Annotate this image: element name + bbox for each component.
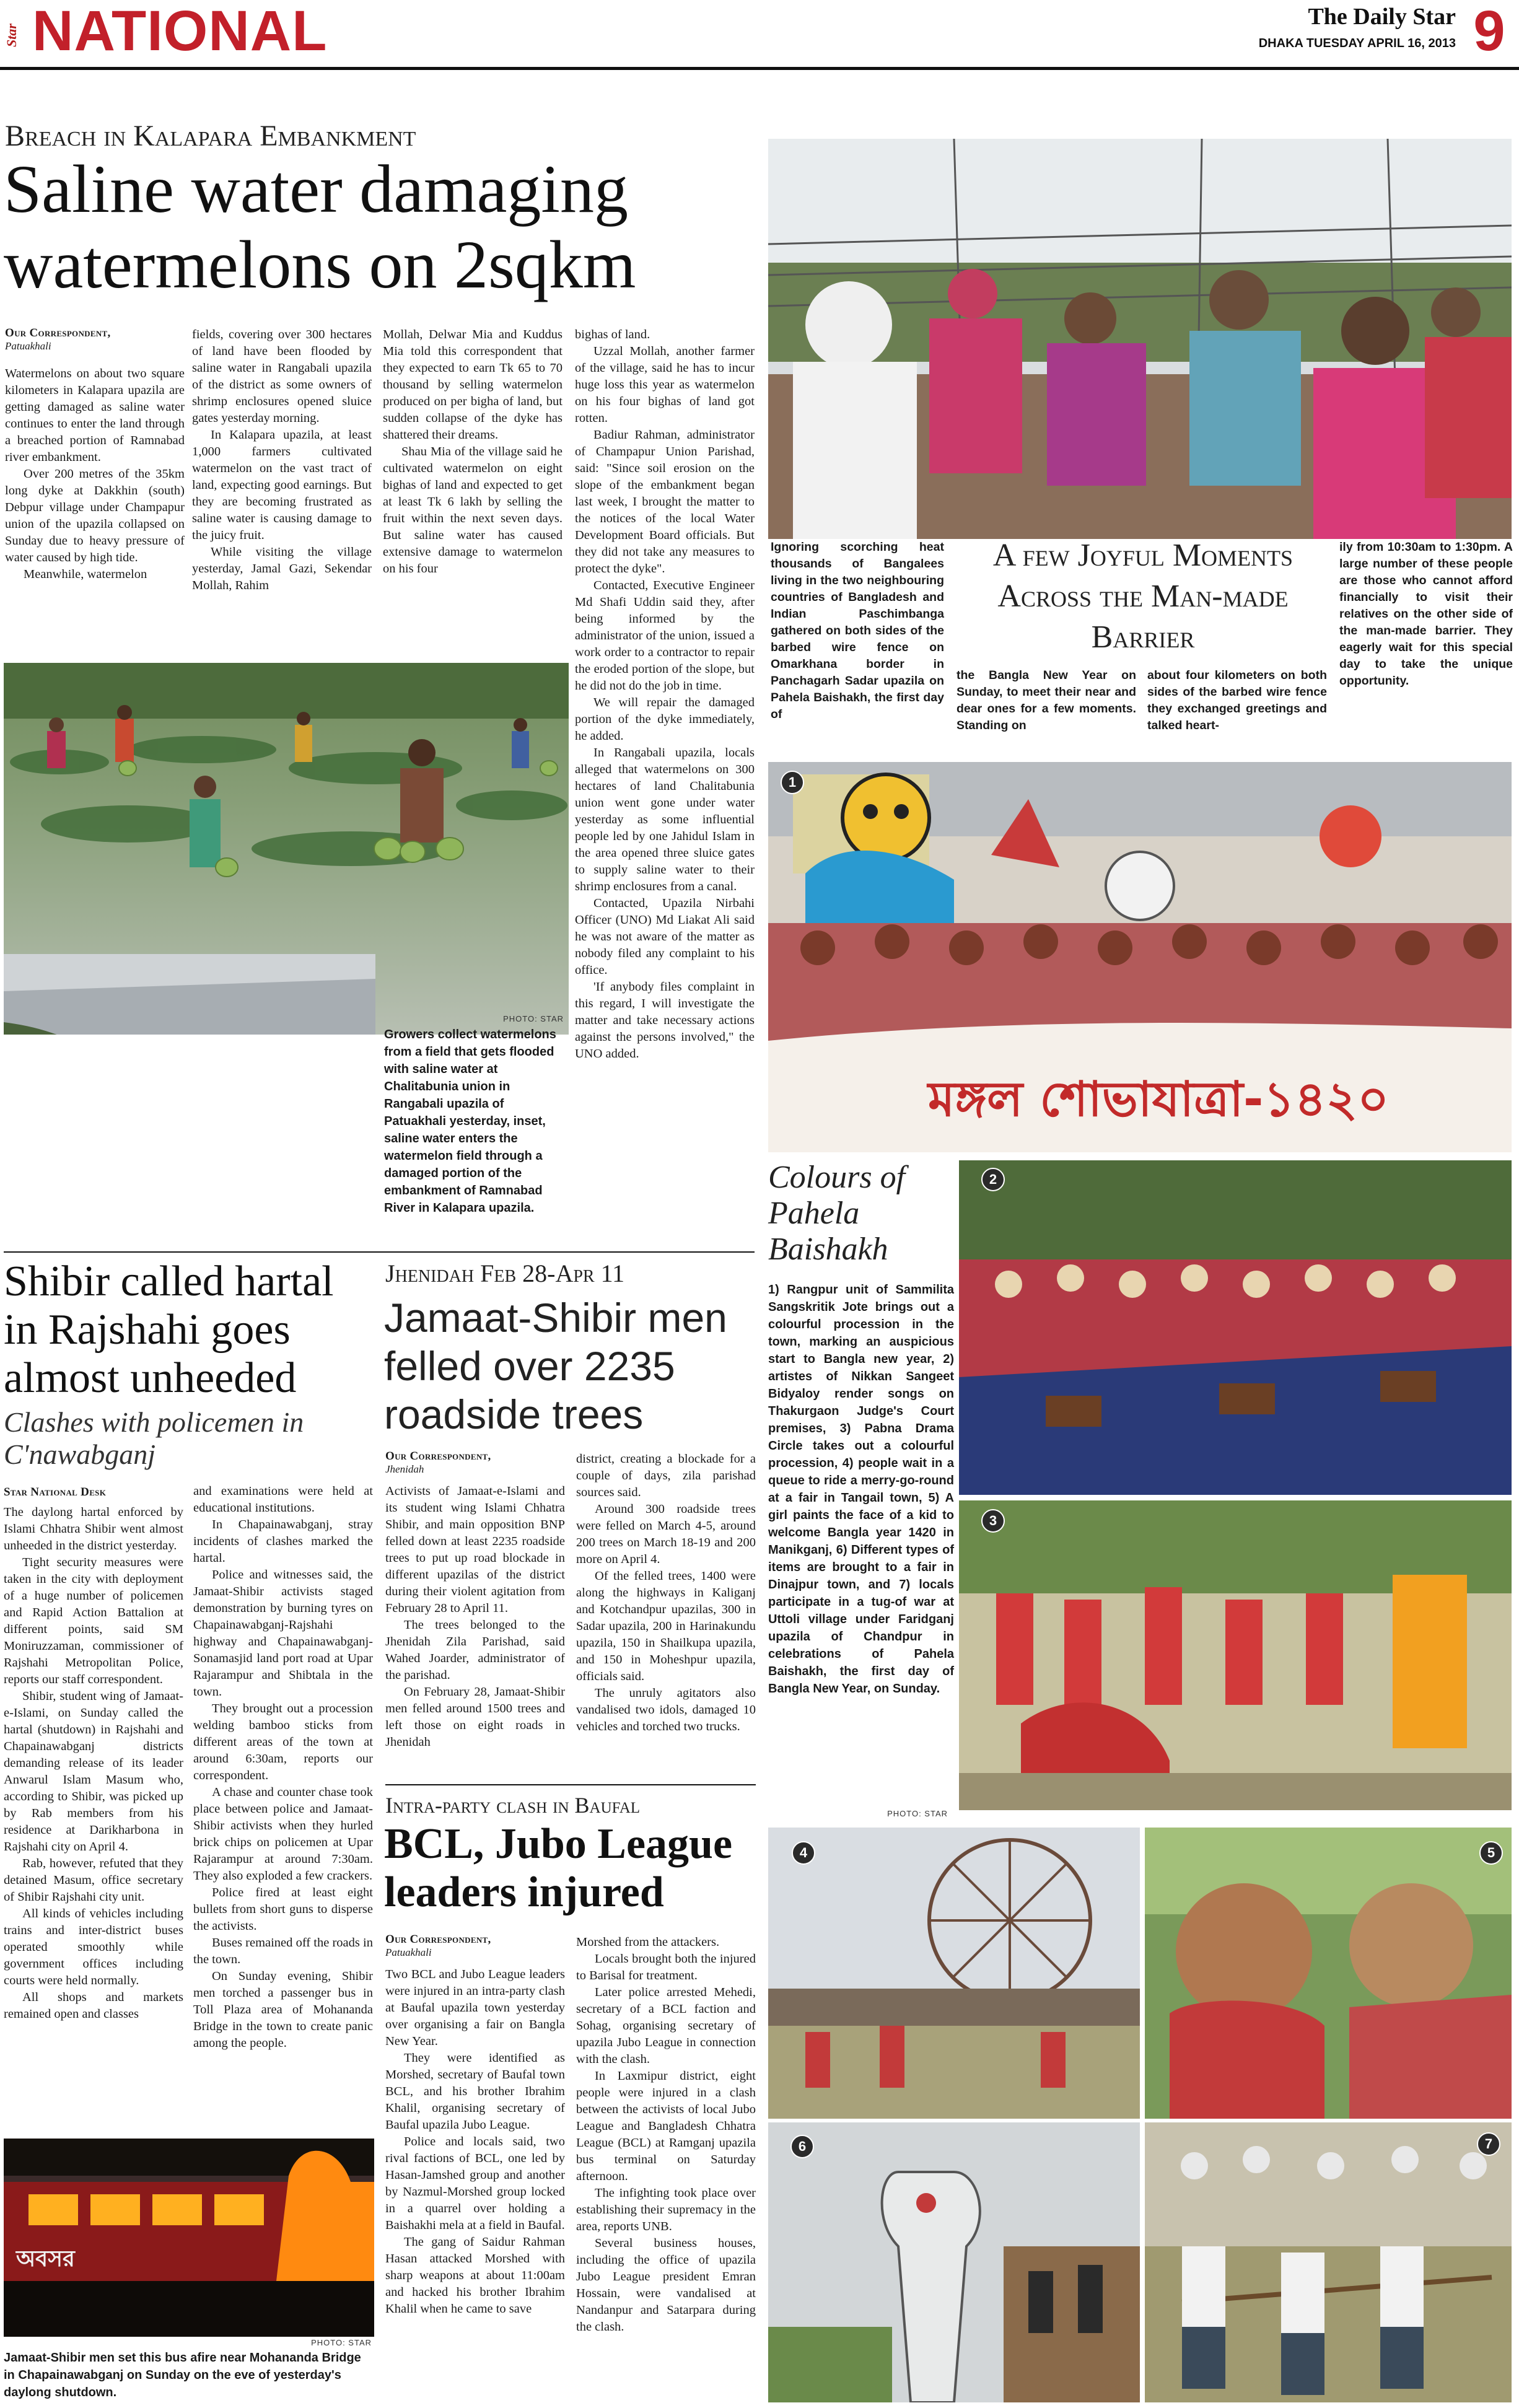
bus-photo-credit: PHOTO: STAR	[311, 2338, 372, 2347]
story1-col4-p4: Contacted, Executive Engineer Md Shafi Uddin said they, after being informed by the administrator of the union, issued a work order to a contractor to repair the eroded portion of the slope, but he did not do the job in time.	[575, 579, 755, 693]
colours-photo-4	[768, 1828, 1140, 2119]
bcl-col2-p3: Later police arrested Mehedi, secretary of a BCL faction and Sohag, organising secretary of upazila Jubo League in connection with the clash.	[576, 1986, 756, 2066]
photo-number-5: 5	[1479, 1841, 1503, 1865]
barrier-col3	[1147, 667, 1327, 742]
bcl-kicker: Intra-party clash in Baufal	[385, 1793, 641, 1818]
paper-name: The Daily Star	[1308, 4, 1456, 30]
story1-photo-credit: PHOTO: STAR	[503, 1014, 564, 1023]
section-title: NATIONAL	[32, 0, 328, 63]
colours-caption	[768, 1281, 954, 1795]
shibir-col1-p5: All kinds of vehicles including trains and inter-district buses operated smoothly while government offices including courts were held normally.	[4, 1907, 183, 1987]
story1-col4-p5: We will repair the damaged portion of the dyke immediately, he added.	[575, 696, 755, 743]
shibir-headline: Shibir called hartal in Rajshahi goes almost unheeded	[4, 1258, 334, 1402]
story1-col2-p1: fields, covering over 300 hectares of land have been flooded by saline water in Rangabali upazila of the district as some owners of shrimp enclosures opened sluice gates yesterday morning.	[192, 328, 372, 425]
procession-banner-text: মঙ্গল শোভাযাত্রা-১৪২০	[928, 1072, 1389, 1127]
jamaat-location: Jhenidah	[385, 1463, 424, 1475]
shibir-col1-p3: Shibir, student wing of Jamaat-e-Islami, on Sunday called the hartal (shutdown) in Rajshahi and Chapainawabganj districts demanding release of its leader Anwarul Islam Masum who, according to Shibir, was picked up by Rab members from his residence at Darikharbona in Rajshahi city on April 4.	[4, 1689, 183, 1854]
colours-headline: Colours of Pahela Baishakh	[768, 1160, 906, 1267]
jamaat-bottom-rule	[385, 1784, 756, 1785]
photo-number-1: 1	[781, 771, 804, 794]
colours-photo-2	[959, 1160, 1512, 1495]
border-fence-photo	[768, 139, 1512, 539]
colours-photo-1	[768, 762, 1512, 1152]
jamaat-col2-p3: Of the felled trees, 1400 were along the highways in Kaliganj and Kotchandpur upazilas, 300 in Sadar upazila, 200 in Harinakundu upazila, 150 in Shailkupa upazila, and 150 in Moheshpur upazila, officials said.	[576, 1569, 756, 1683]
story1-col4-p8: 'If anybody files complaint in this regard, I will investigate the matter and take necessary actions against the persons involved," the UNO added.	[575, 980, 755, 1061]
story1-bottom-rule	[4, 1251, 755, 1253]
barrier-col1	[771, 539, 944, 743]
bus-caption-text: Jamaat-Shibir men set this bus afire near Mohananda Bridge in Chapainawabganj on Sunday on the eve of yesterday's daylong shutdown.	[4, 2351, 361, 2399]
jamaat-col2-p2: Around 300 roadside trees were felled on March 4-5, around 200 trees on March 18-19 and 200 more on April 4.	[576, 1502, 756, 1566]
colours-photo-7	[1145, 2122, 1512, 2402]
shibir-col2	[193, 1483, 373, 2136]
shibir-col2-p7: Buses remained off the roads in the town.	[193, 1936, 373, 1966]
photo-number-6: 6	[790, 2135, 814, 2158]
story1-byline: Our Correspondent,	[5, 326, 111, 339]
fair-items-image	[768, 2122, 1140, 2402]
bcl-col2-p6: Several business houses, including the office of upazila Jubo League president Emran Hossain, were vandalised at Nandanpur and Satarpara during the clash.	[576, 2236, 756, 2334]
header-rule	[0, 67, 1519, 70]
story1-col2-p2: In Kalapara upazila, at least 1,000 farmers cultivated watermelon on the vast tract of land, expecting good earnings. But they are becoming frustrated as saline water is causing damage to the juicy fruit.	[192, 428, 372, 542]
bcl-headline: BCL, Jubo League leaders injured	[384, 1820, 733, 1916]
jamaat-col1-p3: On February 28, Jamaat-Shibir men felled around 1500 trees and left those on eight roads in Jhenidah	[385, 1685, 565, 1749]
story1-location: Patuakhali	[5, 340, 51, 352]
jamaat-headline: Jamaat-Shibir men felled over 2235 roadside trees	[384, 1295, 727, 1437]
colours-credit: PHOTO: STAR	[887, 1809, 948, 1818]
barrier-col2-text: the Bangla New Year on Sunday, to meet their near and dear ones for a few moments. Standing on	[956, 668, 1136, 732]
bcl-col1	[385, 1966, 565, 2404]
shibir-col2-p6: Police fired at least eight bullets from short guns to disperse the activists.	[193, 1886, 373, 1933]
story1-col1	[5, 366, 185, 657]
photo-number-3: 3	[981, 1509, 1005, 1533]
barrier-col3-text: about four kilometers on both sides of the barbed wire fence they exchanged greetings and talked heart-	[1147, 668, 1327, 732]
shibir-byline: Star National Desk	[4, 1486, 107, 1499]
photo-number-2: 2	[981, 1168, 1005, 1191]
bcl-col1-p1: Two BCL and Jubo League leaders were injured in an intra-party clash at Baufal upazila town yesterday over organising a fair on Bangla New Year.	[385, 1968, 565, 2048]
colours-photo-5	[1145, 1828, 1512, 2119]
barrier-col2	[956, 667, 1136, 742]
story1-col4-p6: In Rangabali upazila, locals alleged that watermelons on 300 hectares of land Chalitabunia union went gone under water yesterday as some influential people led by one Jahidul Islam in the area opened three sluice gates to supply saline water to their shrimp enclosures from a canal.	[575, 746, 755, 893]
shibir-col1-p2: Tight security measures were taken in the city with deployment of a huge number of policemen and Rapid Action Battalion at different points, said SM Moniruzzaman, commissioner of Rajshahi Metropolitan Police, reports our staff correspondent.	[4, 1556, 183, 1686]
story1-caption	[384, 1026, 564, 1243]
singers-image	[959, 1160, 1512, 1495]
jamaat-col1	[385, 1483, 565, 1787]
jamaat-col1-p1: Activists of Jamaat-e-Islami and its student wing Islami Chhatra Shibir, and main opposition BNP felled down at least 2235 roadside trees to put up road blockade in different upazilas of the district during their violent agitation from February 28 to April 11.	[385, 1484, 565, 1615]
story1-col2	[192, 326, 372, 655]
border-fence-image	[768, 139, 1512, 539]
shibir-col1-p6: All shops and markets remained open and classes	[4, 1990, 183, 2021]
bus-destination-text: অবসর	[16, 2246, 75, 2272]
bcl-col1-p3: Police and locals said, two rival factions of BCL, one led by Hasan-Jamshed group and another by Nazmul-Morshed group locked in a quarrel over holding a Baishakhi mela at a field in Baufal.	[385, 2135, 565, 2232]
shibir-col2-p2: In Chapainawabganj, stray incidents of clashes marked the hartal.	[193, 1518, 373, 1565]
bcl-col2-p4: In Laxmipur district, eight people were injured in a clash between the activists of local Jubo League and Bangladesh Chhatra League (BCL) at Ramganj upazila bus terminal on Saturday afternoon.	[576, 2069, 756, 2183]
jamaat-col1-p2: The trees belonged to the Jhenidah Zila Parishad, said Wahed Joarder, administrator of the parishad.	[385, 1618, 565, 1682]
bcl-byline-block	[385, 1933, 565, 1961]
bcl-col2-p1: Morshed from the attackers.	[576, 1935, 720, 1949]
jamaat-byline-block	[385, 1450, 565, 1478]
barrier-col4	[1339, 539, 1513, 743]
bcl-location: Patuakhali	[385, 1946, 432, 1958]
barrier-col4-text: ily from 10:30am to 1:30pm. A large number of these people are those who cannot afford financially to visit their relatives on the other side of the man-made barrier. They eagerly wait for this special day to take the unique opportunity.	[1339, 540, 1513, 688]
photo-number-7: 7	[1477, 2132, 1500, 2156]
bcl-col2	[576, 1934, 756, 2404]
story1-col4-p3: Badiur Rahman, administrator of Champapur Union Parishad, said: "Since soil erosion on the slope of the embankment began last week, I brought the matter to the notices of the local Water Development Board officials. But they did not take any measures to protect the dyke".	[575, 428, 755, 576]
bcl-col2-p5: The infighting took place over establishing their supremacy in the area, reports UNB.	[576, 2186, 756, 2233]
jamaat-kicker: Jhenidah Feb 28-Apr 11	[385, 1259, 625, 1287]
shibir-col2-p3: Police and witnesses said, the Jamaat-Shibir activists staged demonstration by burning tyres on Chapainawabganj-Rajshahi highway and Chapainawabganj-Sonamasjid land port road at Upar Rajarampur and Shibtala in the town.	[193, 1568, 373, 1699]
bcl-col2-p2: Locals brought both the injured to Barisal for treatment.	[576, 1952, 756, 1982]
bus-fire-photo	[4, 2139, 374, 2337]
jamaat-byline: Our Correspondent,	[385, 1450, 491, 1463]
shibir-col2-p8: On Sunday evening, Shibir men torched a passenger bus in Toll Plaza area of Mohananda Bridge in the town to create panic among the people.	[193, 1969, 373, 2050]
colours-photo-3	[959, 1500, 1512, 1810]
embankment-inset-photo	[4, 954, 375, 1035]
story1-col4	[575, 326, 755, 1243]
story1-col2-p3: While visiting the village yesterday, Jamal Gazi, Sekendar Mollah, Rahim	[192, 545, 372, 592]
story1-col1-p3: Meanwhile, watermelon	[24, 567, 147, 581]
shibir-col1	[4, 1504, 183, 2136]
bcl-col1-p2: They were identified as Morshed, secretary of Baufal town BCL, and his brother Ibrahim Khalil, organising secretary of Baufal upazila Jubo League.	[385, 2051, 565, 2132]
face-painting-image	[1145, 1828, 1512, 2119]
bus-fire-image	[4, 2139, 374, 2337]
story1-col4-p1: bighas of land.	[575, 328, 650, 341]
story1-kicker: Breach in Kalapara Embankment	[5, 120, 416, 152]
bus-caption	[4, 2349, 374, 2405]
section-star-logo: Star	[4, 24, 19, 47]
bcl-col1-p4: The gang of Saidur Rahman Hasan attacked Morshed with sharp weapons at about 11:00am and hacked his brother Ibrahim Khalil when he came to save	[385, 2235, 565, 2316]
story1-headline: Saline water damaging watermelons on 2sqkm	[4, 151, 636, 302]
shibir-col2-p1: and examinations were held at educational institutions.	[193, 1484, 373, 1515]
shibir-col2-p4: They brought out a procession welding bamboo sticks from different areas of the town at around 6:30am, reports our correspondent.	[193, 1702, 373, 1782]
jamaat-col2	[576, 1451, 756, 1785]
merry-go-round-image	[768, 1828, 1140, 2119]
photo-number-4: 4	[792, 1841, 815, 1865]
watermelon-field-photo	[4, 663, 569, 1035]
story1-col4-p7: Contacted, Upazila Nirbahi Officer (UNO) Md Liakat Ali said he was not aware of the matter as nobody filed any complaint to his office.	[575, 896, 755, 977]
story1-byline-block	[5, 326, 185, 364]
bcl-byline: Our Correspondent,	[385, 1933, 491, 1946]
drama-procession-image	[959, 1500, 1512, 1810]
shibir-subhead: Clashes with policemen in C'nawabganj	[4, 1406, 304, 1470]
colours-photo-6	[768, 2122, 1140, 2402]
masthead	[0, 0, 1519, 73]
barrier-col1-text: Ignoring scorching heat thousands of Bangalees living in the two neighbouring countries of Bangladesh and Indian Paschimbanga gathered on both sides of the barbed wire fence on Omarkhana border in Panchagarh Sadar upazila on Pahela Baishakh, the first day of	[771, 540, 944, 721]
shibir-col1-p1: The daylong hartal enforced by Islami Chhatra Shibir went almost unheeded in the district yesterday.	[4, 1505, 183, 1552]
story1-col3	[383, 326, 563, 655]
shibir-col2-p5: A chase and counter chase took place between police and Jamaat-Shibir activists when they hurled brick chips on policemen at Upar Rajarampur at around 7:30am. They also exploded a few crackers.	[193, 1785, 373, 1883]
story1-col3-p2: Shau Mia of the village said he cultivated watermelon on eight bighas of land and expected to get at least Tk 6 lakh by selling the fruit within the next seven days. But saline water has caused extensive damage to watermelon on his four	[383, 445, 563, 576]
jamaat-col2-p1: district, creating a blockade for a couple of days, zila parishad sources said.	[576, 1452, 756, 1499]
story1-col1-p1: Watermelons on about two square kilometers in Kalapara upazila are getting damaged as saline water continues to enter the land through a breached portion of Ramnabad river embankment.	[5, 367, 185, 464]
story1-col1-p2: Over 200 metres of the 35km long dyke at Dakkhin (south) Debpur village under Champapur union of the upazila collapsed on Sunday due to heavy pressure of water caused by high tide.	[5, 467, 185, 564]
shibir-col1-p4: Rab, however, refuted that they detained Masum, office secretary of Shibir Rajshahi city unit.	[4, 1857, 183, 1904]
jamaat-col2-p4: The unruly agitators also vandalised two idols, damaged 10 vehicles and torched two trucks.	[576, 1686, 756, 1733]
story1-col4-p2: Uzzal Mollah, another farmer of the village, said he has to incur huge loss this year as watermelon on his four bighas of land got rotten.	[575, 344, 755, 425]
dateline: DHAKA TUESDAY APRIL 16, 2013	[1258, 37, 1456, 50]
colours-caption-text: 1) Rangpur unit of Sammilita Sangskritik Jote brings out a colourful procession in the town, marking an auspicious start to Bangla new year, 2) artistes of Nikkan Sangeet Bidyaloy render songs on Thakurgaon Judge's Court premises, 3) Pabna Drama Circle takes out a colourful procession, 4) people wait in a queue to ride a merry-go-round at a fair in Tangail town, 5) A girl paints the face of a kid to welcome Bangla year 1420 in Manikganj, 6) Different types of items are brought to a fair in Dinajpur town, and 7) locals participate in a tug-of war at Uttoli village under Faridganj upazila of Chandpur in celebrations of Pahela Baishakh, the first day of Bangla New Year, on Sunday.	[768, 1283, 954, 1696]
embankment-inset-image	[4, 954, 375, 1035]
barrier-headline: A few Joyful Moments Across the Man-made Barrier	[992, 538, 1294, 655]
tug-of-war-image	[1145, 2122, 1512, 2402]
story1-caption-text: Growers collect watermelons from a field that gets flooded with saline water at Chalitabunia union in Rangabali upazila of Patuakhali yesterday, inset, saline water enters the watermelon field through a damaged portion of the embankment of Ramnabad River in Kalapara upazila.	[384, 1028, 556, 1215]
page-number: 9	[1473, 0, 1505, 63]
story1-col3-p1: Mollah, Delwar Mia and Kuddus Mia told this correspondent that they expected to earn Tk 65 to 70 thousand by selling watermelon produced on per bigha of land, but sudden collapse of the dyke has shattered their dreams.	[383, 328, 563, 442]
